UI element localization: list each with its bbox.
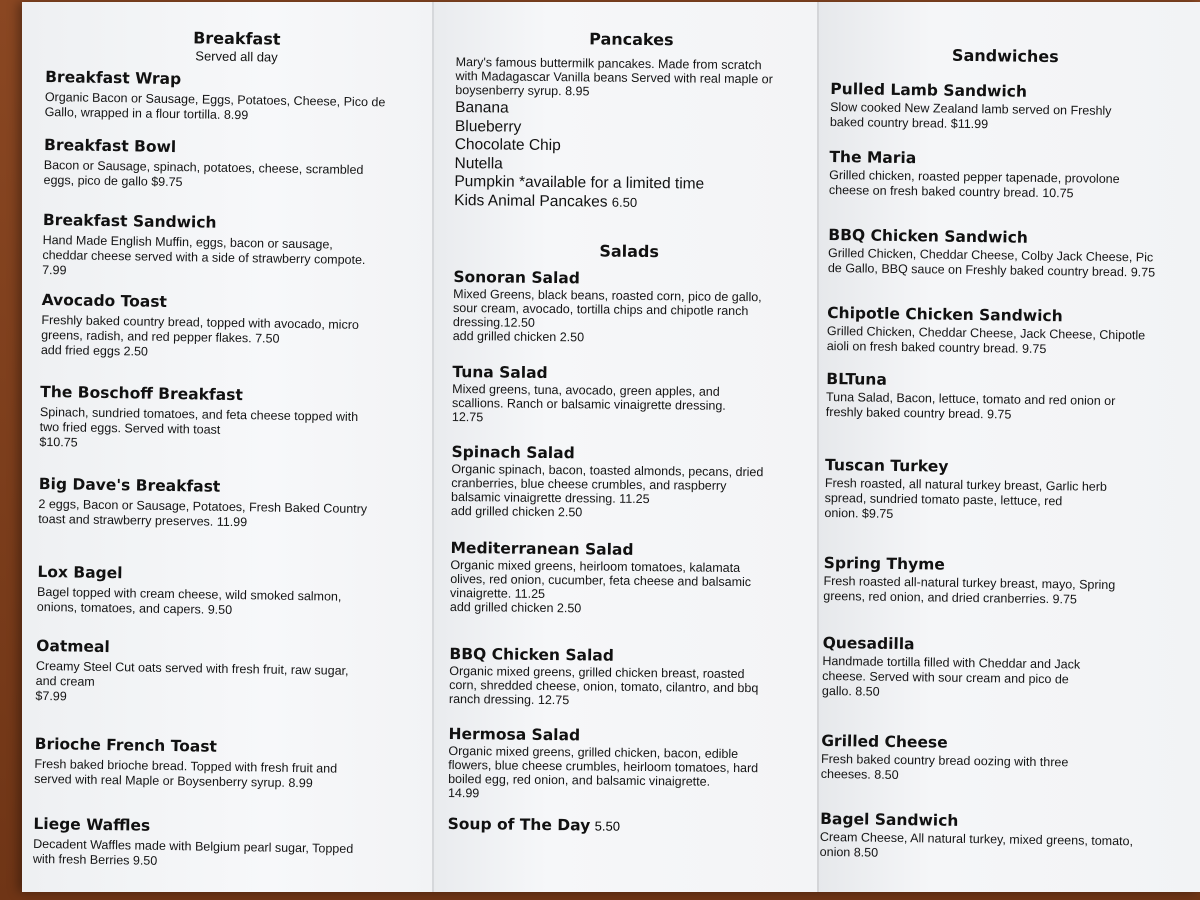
menu-item <box>828 147 1198 230</box>
kids-pancakes-price: 6.50 <box>611 194 638 210</box>
fold-line <box>432 2 434 892</box>
item-description: Spinach, sundried tomatoes, and feta cheese topped with two fried eggs. Served with toast $10.75 <box>39 404 359 450</box>
item-description: Bagel topped with cream cheese, wild smoked salmon, onions, tomatoes, and capers. 9.50 <box>36 584 342 617</box>
pancake-flavor: Nutella <box>454 154 503 172</box>
kids-pancakes <box>454 191 805 213</box>
menu-item <box>830 79 1200 152</box>
menu-item <box>34 734 407 820</box>
pancakes-title: Pancakes <box>589 29 674 50</box>
item-name: Hermosa Salad <box>448 724 581 745</box>
item-name: Breakfast Wrap <box>45 67 182 89</box>
item-name: Soup of The Day <box>447 814 591 835</box>
menu-item <box>826 303 1196 374</box>
item-name: Spring Thyme <box>823 553 945 574</box>
menu-item <box>451 442 803 542</box>
item-name: Big Dave's Breakfast <box>38 474 221 496</box>
sandwiches-title: Sandwiches <box>951 45 1059 67</box>
item-name: Brioche French Toast <box>34 734 218 756</box>
item-description: Cream Cheese, All natural turkey, mixed greens, tomato, onion 8.50 <box>819 829 1134 860</box>
menu-item <box>33 814 406 873</box>
item-description: Organic mixed greens, heirloom tomatoes, kalamata olives, red onion, cucumber, feta cheese and balsamic vinaigrette. 11.25 add grilled chicken 2.50 <box>449 557 752 616</box>
item-description: Grilled chicken, roasted pepper tapenade, provolone cheese on fresh baked country bread. 10.75 <box>828 167 1120 201</box>
item-description: Creamy Steel Cut oats served with fresh fruit, raw sugar, and cream $7.99 <box>35 658 349 704</box>
pancake-flavor: Chocolate Chip <box>454 135 561 155</box>
pancake-flavor: Pumpkin *available for a limited time <box>454 172 705 193</box>
menu-item <box>823 553 1193 638</box>
item-description: Fresh baked brioche bread. Topped with fresh fruit and served with real Maple or Boysenberry syrup. 8.99 <box>34 756 338 791</box>
item-description: Organic spinach, bacon, toasted almonds, pecans, dried cranberries, blue cheese crumbles, and raspberry balsamic vinaigrette dressing. 11.25 add grilled chicken 2.50 <box>450 461 764 520</box>
pancakes-intro: Mary's famous buttermilk pancakes. Made from scratch with Madagascar Vanilla beans Served with real maple or boysenberry syrup. 8.95 <box>455 54 773 99</box>
item-name: Grilled Cheese <box>821 731 948 752</box>
menu-item <box>42 210 415 296</box>
item-description: Organic mixed greens, grilled chicken breast, roasted corn, shredded cheese, onion, tomato, cilantro, and bbq ranch dressing. 12.75 <box>448 663 759 708</box>
breakfast-panel <box>22 2 432 892</box>
item-name: BLTuna <box>826 369 887 389</box>
menu-item <box>827 225 1197 308</box>
item-description: Fresh baked country bread oozing with three cheeses. 8.50 <box>820 751 1069 783</box>
item-name: Oatmeal <box>36 636 110 657</box>
item-description: Organic Bacon or Sausage, Eggs, Potatoes, Cheese, Pico de Gallo, wrapped in a flour tortilla. 8.99 <box>44 89 386 123</box>
pancake-flavor: Blueberry <box>454 117 522 136</box>
menu-item <box>825 369 1195 460</box>
item-description: Organic mixed greens, grilled chicken, bacon, edible flowers, blue cheese crumbles, heirloom tomatoes, hard boiled egg, red onion, and balsamic vinaigrette. 14.99 <box>447 743 759 801</box>
item-description: Freshly baked country bread, topped with avocado, micro greens, radish, and red pepper flakes. 7.50 add fried eggs 2.50 <box>40 312 359 359</box>
kids-pancakes-name: Kids Animal Pancakes <box>454 191 608 211</box>
menu-item <box>820 809 1190 865</box>
menu-item <box>452 362 804 446</box>
pancakes-salads-panel <box>432 2 817 892</box>
item-name: Mediterranean Salad <box>450 538 634 559</box>
menu-item <box>820 731 1190 814</box>
fold-line <box>817 2 819 892</box>
pancake-flavors <box>454 99 806 214</box>
item-description: Decadent Waffles made with Belgium pearl sugar, Topped with fresh Berries 9.50 <box>32 836 354 868</box>
item-name: BBQ Chicken Sandwich <box>828 225 1029 247</box>
item-name: Tuscan Turkey <box>824 455 949 476</box>
menu-item <box>35 636 408 740</box>
item-name: Liege Waffles <box>33 814 151 835</box>
item-description: Grilled Chicken, Cheddar Cheese, Jack Cheese, Chipotle aioli on fresh baked country bread. 9.75 <box>826 323 1146 357</box>
item-description: Mixed Greens, black beans, roasted corn, pico de gallo, sour cream, avocado, tortilla chips and chipotle ranch dressing.12.50 add grilled chicken 2.50 <box>452 286 762 345</box>
item-name: Pulled Lamb Sandwich <box>830 79 1028 101</box>
menu-item <box>449 644 801 728</box>
item-name: The Boschoff Breakfast <box>40 382 243 405</box>
item-description: Handmade tortilla filled with Cheddar and Jack cheese. Served with sour cream and pico de gallo. 8.50 <box>821 653 1081 699</box>
salads-title: Salads <box>599 241 660 262</box>
menu-item <box>821 633 1191 736</box>
item-description: Slow cooked New Zealand lamb served on Freshly baked country bread. $11.99 <box>829 99 1112 132</box>
item-name: Breakfast Bowl <box>43 135 177 157</box>
item-name: Breakfast Sandwich <box>42 210 217 232</box>
item-name: Avocado Toast <box>41 290 168 311</box>
item-description: Tuna Salad, Bacon, lettuce, tomato and red onion or freshly baked country bread. 9.75 <box>825 389 1116 422</box>
sandwiches-panel <box>817 2 1200 892</box>
menu-item <box>39 382 412 480</box>
menu-sheet <box>22 2 1200 892</box>
item-description: Bacon or Sausage, spinach, potatoes, cheese, scrambled eggs, pico de gallo $9.75 <box>43 157 364 190</box>
item-name: BBQ Chicken Salad <box>449 644 614 665</box>
menu-item <box>450 538 802 648</box>
breakfast-title: Breakfast <box>193 28 281 49</box>
menu-item <box>43 135 416 216</box>
item-description: 2 eggs, Bacon or Sausage, Potatoes, Fresh Baked Country toast and strawberry preserves. 11.99 <box>38 496 368 530</box>
soup-of-the-day <box>448 814 799 838</box>
item-name: Quesadilla <box>822 633 915 654</box>
menu-item <box>453 267 805 366</box>
item-description: Mixed greens, tuna, avocado, green apples, and scallions. Ranch or balsamic vinaigrette dressing. 12.75 <box>451 381 726 425</box>
item-name: Bagel Sandwich <box>820 809 959 830</box>
item-description: Grilled Chicken, Cheddar Cheese, Colby Jack Cheese, Pic de Gallo, BBQ sauce on Freshly baked country bread. 9.75 <box>827 245 1156 280</box>
item-description: Fresh roasted, all natural turkey breast, Garlic herb spread, sundried tomato paste, lettuce, red onion. $9.75 <box>824 475 1108 521</box>
item-name: Sonoran Salad <box>453 267 581 288</box>
pancake-flavor: Banana <box>455 98 509 117</box>
item-name: Lox Bagel <box>37 562 123 583</box>
item-name: Chipotle Chicken Sandwich <box>827 303 1063 326</box>
item-price: 5.50 <box>594 818 621 834</box>
item-description: Hand Made English Muffin, eggs, bacon or sausage, cheddar cheese served with a side of strawberry compote. 7.99 <box>42 232 366 278</box>
menu-item <box>40 290 413 388</box>
breakfast-subtitle: Served all day <box>195 48 278 65</box>
menu-item <box>38 474 411 568</box>
menu-item <box>44 67 417 141</box>
menu-item <box>36 562 409 642</box>
item-name: Spinach Salad <box>451 442 575 463</box>
menu-item <box>448 724 800 818</box>
item-name: The Maria <box>829 147 917 168</box>
item-name: Tuna Salad <box>452 362 548 382</box>
item-description: Fresh roasted all-natural turkey breast, mayo, Spring greens, red onion, and dried cranberries. 9.75 <box>823 573 1116 607</box>
menu-item <box>824 455 1194 558</box>
